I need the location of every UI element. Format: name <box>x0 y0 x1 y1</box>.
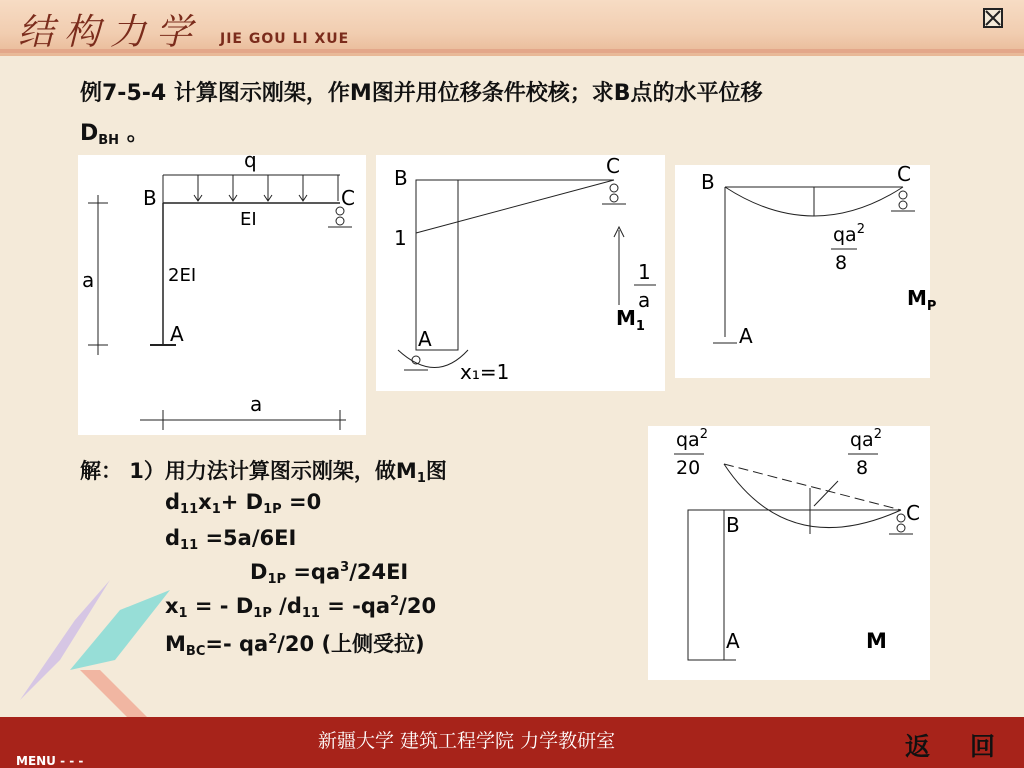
m-label-b: B <box>726 513 740 537</box>
m-label-a: A <box>726 629 740 653</box>
label-q: q <box>244 148 257 172</box>
mp-eight: 8 <box>835 252 848 274</box>
mp-label-c: C <box>897 162 911 186</box>
footer-affiliation: 新疆大学 建筑工程学院 力学教研室 <box>318 730 616 752</box>
close-button[interactable] <box>983 8 1003 28</box>
m-twenty: 20 <box>676 457 701 479</box>
problem-statement: 例7-5-4 计算图示刚架，作M图并用位移条件校核；求B点的水平位移 <box>80 81 763 106</box>
label-a-bottom: a <box>250 392 263 416</box>
figure-m1-diagram <box>376 155 665 391</box>
m1-label-x1: x₁=1 <box>460 360 510 384</box>
label-a-node: A <box>170 322 184 346</box>
label-b: B <box>143 186 157 210</box>
m1-label-a: A <box>418 327 432 351</box>
m-qa2-right: $qa^2$ <box>850 427 882 451</box>
label-a-side: a <box>82 268 95 292</box>
m-label-c: C <box>906 501 920 525</box>
m1-title: $M_1$ <box>616 306 645 334</box>
label-c: C <box>341 186 355 210</box>
eq-x1: $x_1$ = - $D_{1P}$ $/d_{11} = -qa^2/20$ <box>165 594 437 621</box>
return-button[interactable]: 回 <box>970 732 996 761</box>
mp-label-a: A <box>739 324 753 348</box>
menu-link[interactable]: MENU - - - <box>16 754 84 768</box>
eq-d11: $d_{11} =5a/6EI$ <box>165 526 297 553</box>
mp-label-b: B <box>701 170 715 194</box>
mp-title: $M_P$ <box>907 286 937 314</box>
mp-qa2: $qa^2$ <box>833 222 865 246</box>
m-title: M <box>866 629 887 653</box>
back-button[interactable]: 返 <box>905 732 931 761</box>
label-2ei: 2EI <box>168 265 197 286</box>
logo-english: JIE GOU LI XUE <box>220 31 350 47</box>
figure-mp-diagram <box>675 162 937 378</box>
figure-structure <box>78 148 366 435</box>
label-ei: EI <box>240 209 257 230</box>
solution-step1: 解： 1）用力法计算图示刚架，做$M_1$图 <box>80 459 447 486</box>
eq-mbc: $M_{BC}=-$ $qa^2/20$ (上侧受拉) <box>165 632 425 659</box>
figure-m-diagram <box>648 426 930 680</box>
m1-frac-num: 1 <box>638 260 651 284</box>
m1-label-c: C <box>606 154 620 178</box>
problem-statement-line2: $D_{BH}$ 。 <box>80 121 149 148</box>
close-icon <box>985 10 1001 26</box>
decorative-leaf <box>0 520 180 720</box>
m-eight: 8 <box>856 457 869 479</box>
eq-compat: $d_{11}x_1+ D_{1P} =0$ <box>165 490 322 517</box>
m-qa2-left: $qa^2$ <box>676 427 708 451</box>
logo-chinese: 结构力学 <box>18 12 203 53</box>
m1-frac-den: a <box>638 288 651 312</box>
eq-d1p: $D_{1P} =qa^3/24EI$ <box>250 560 409 587</box>
m1-label-one: 1 <box>394 226 407 250</box>
m1-label-b: B <box>394 166 408 190</box>
